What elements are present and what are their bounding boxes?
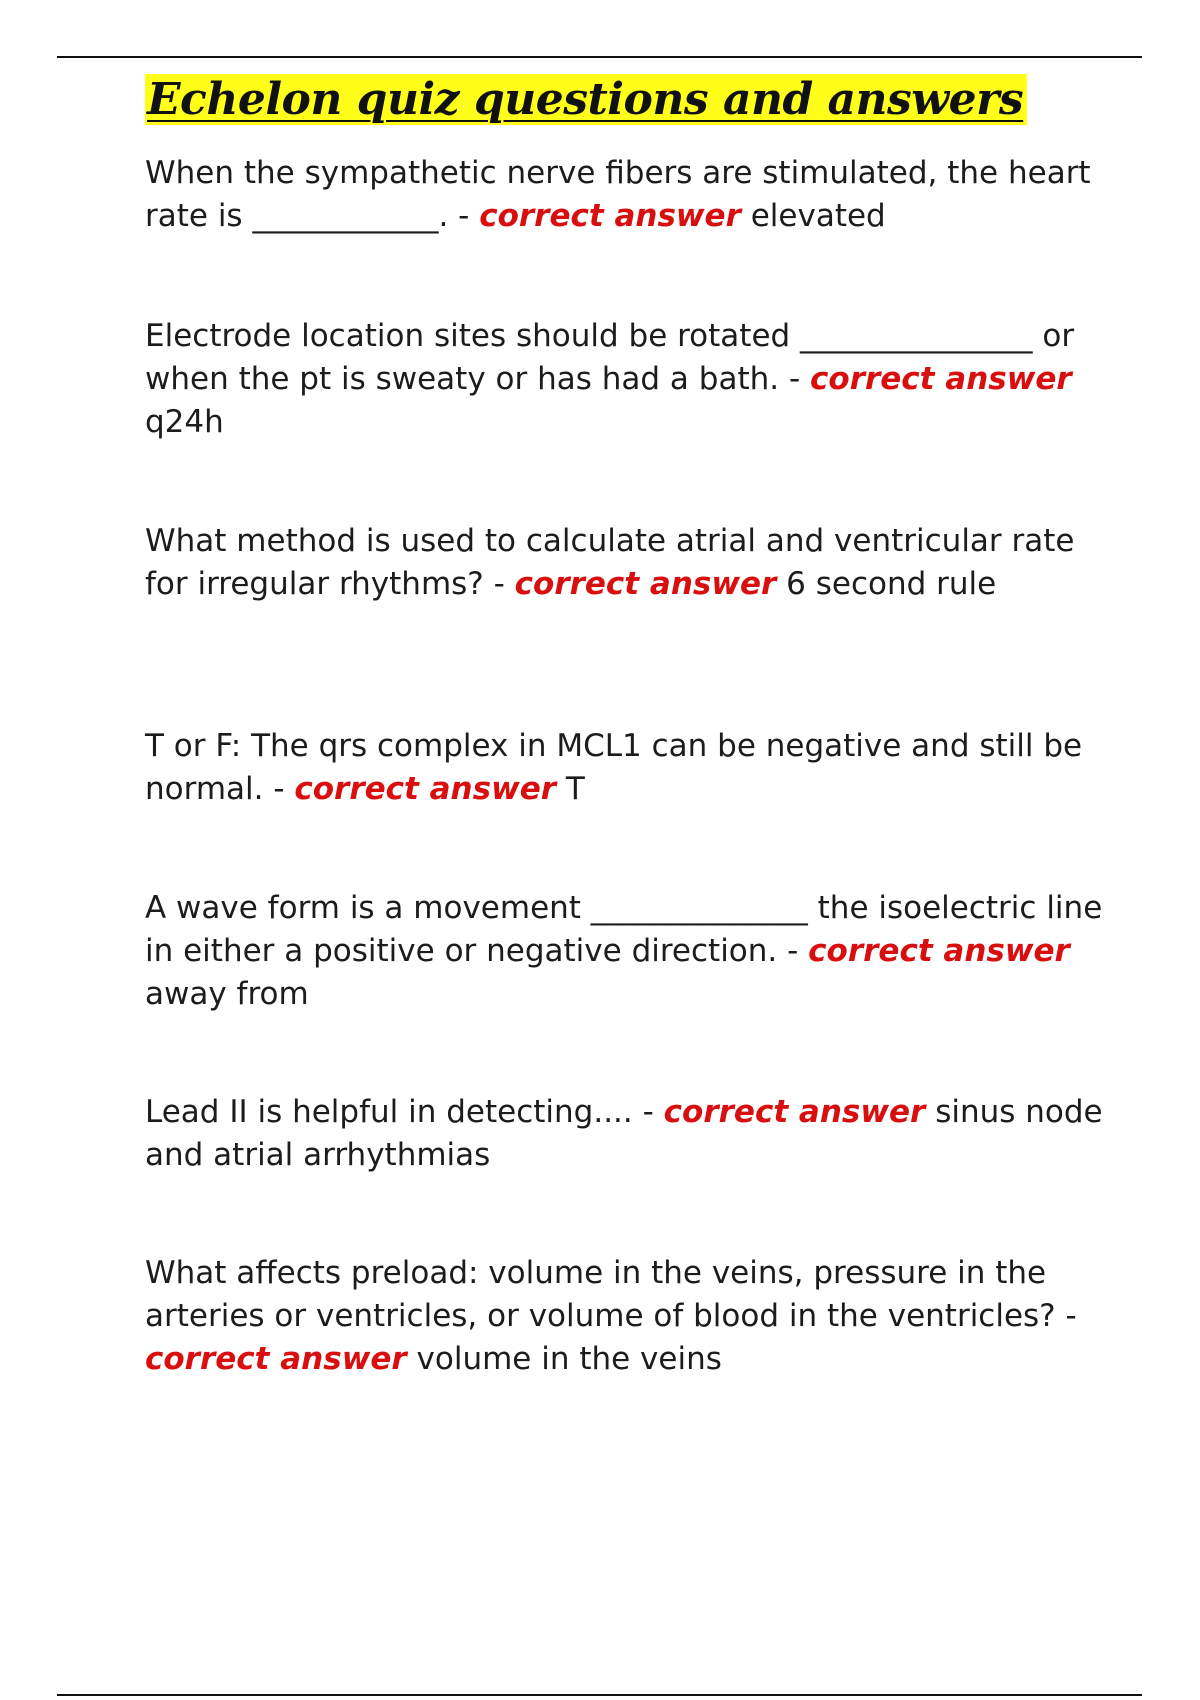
- answer-text: sinus node and atrial arrhythmias: [145, 1094, 1103, 1173]
- question-text: When the sympathetic nerve fibers are stimulated, the heart rate is ____________. -: [145, 155, 1091, 234]
- answer-text: q24h: [145, 404, 224, 440]
- qa-item-5: [145, 887, 1105, 1016]
- answer-text: away from: [145, 976, 309, 1012]
- correct-answer-label: correct answer: [479, 198, 741, 234]
- document-title: [145, 72, 1027, 128]
- correct-answer-label: correct answer: [514, 566, 777, 602]
- question-text: Lead II is helpful in detecting.... -: [145, 1094, 664, 1130]
- answer-text: T: [565, 771, 585, 807]
- question-text: Electrode location sites should be rotated _______________ or when the pt is sweaty or has had a bath. -: [145, 318, 1075, 397]
- answer-text: elevated: [750, 198, 886, 234]
- question-text: What method is used to calculate atrial and ventricular rate for irregular rhythms? -: [145, 523, 1075, 602]
- correct-answer-label: correct answer: [145, 1341, 407, 1377]
- title-highlight: Echelon quiz questions and answers: [145, 74, 1027, 125]
- question-text: T or F: The qrs complex in MCL1 can be negative and still be normal. -: [145, 728, 1083, 807]
- bottom-divider: [57, 1694, 1142, 1696]
- correct-answer-label: correct answer: [810, 361, 1072, 397]
- top-divider: [57, 56, 1142, 58]
- qa-item-7: [145, 1252, 1105, 1381]
- answer-text: 6 second rule: [786, 566, 997, 602]
- correct-answer-label: correct answer: [294, 771, 557, 807]
- qa-item-4: [145, 725, 1105, 811]
- question-text: What affects preload: volume in the veins, pressure in the arteries or ventricles, or volume of blood in the ventricles? -: [145, 1255, 1077, 1334]
- qa-item-3: [145, 520, 1105, 606]
- question-text: A wave form is a movement ______________ the isoelectric line in either a positive or negative direction. -: [145, 890, 1103, 969]
- qa-item-6: [145, 1091, 1105, 1177]
- qa-item-2: [145, 315, 1105, 444]
- answer-text: volume in the veins: [416, 1341, 722, 1377]
- qa-item-1: [145, 152, 1105, 238]
- correct-answer-label: correct answer: [808, 933, 1070, 969]
- correct-answer-label: correct answer: [663, 1094, 926, 1130]
